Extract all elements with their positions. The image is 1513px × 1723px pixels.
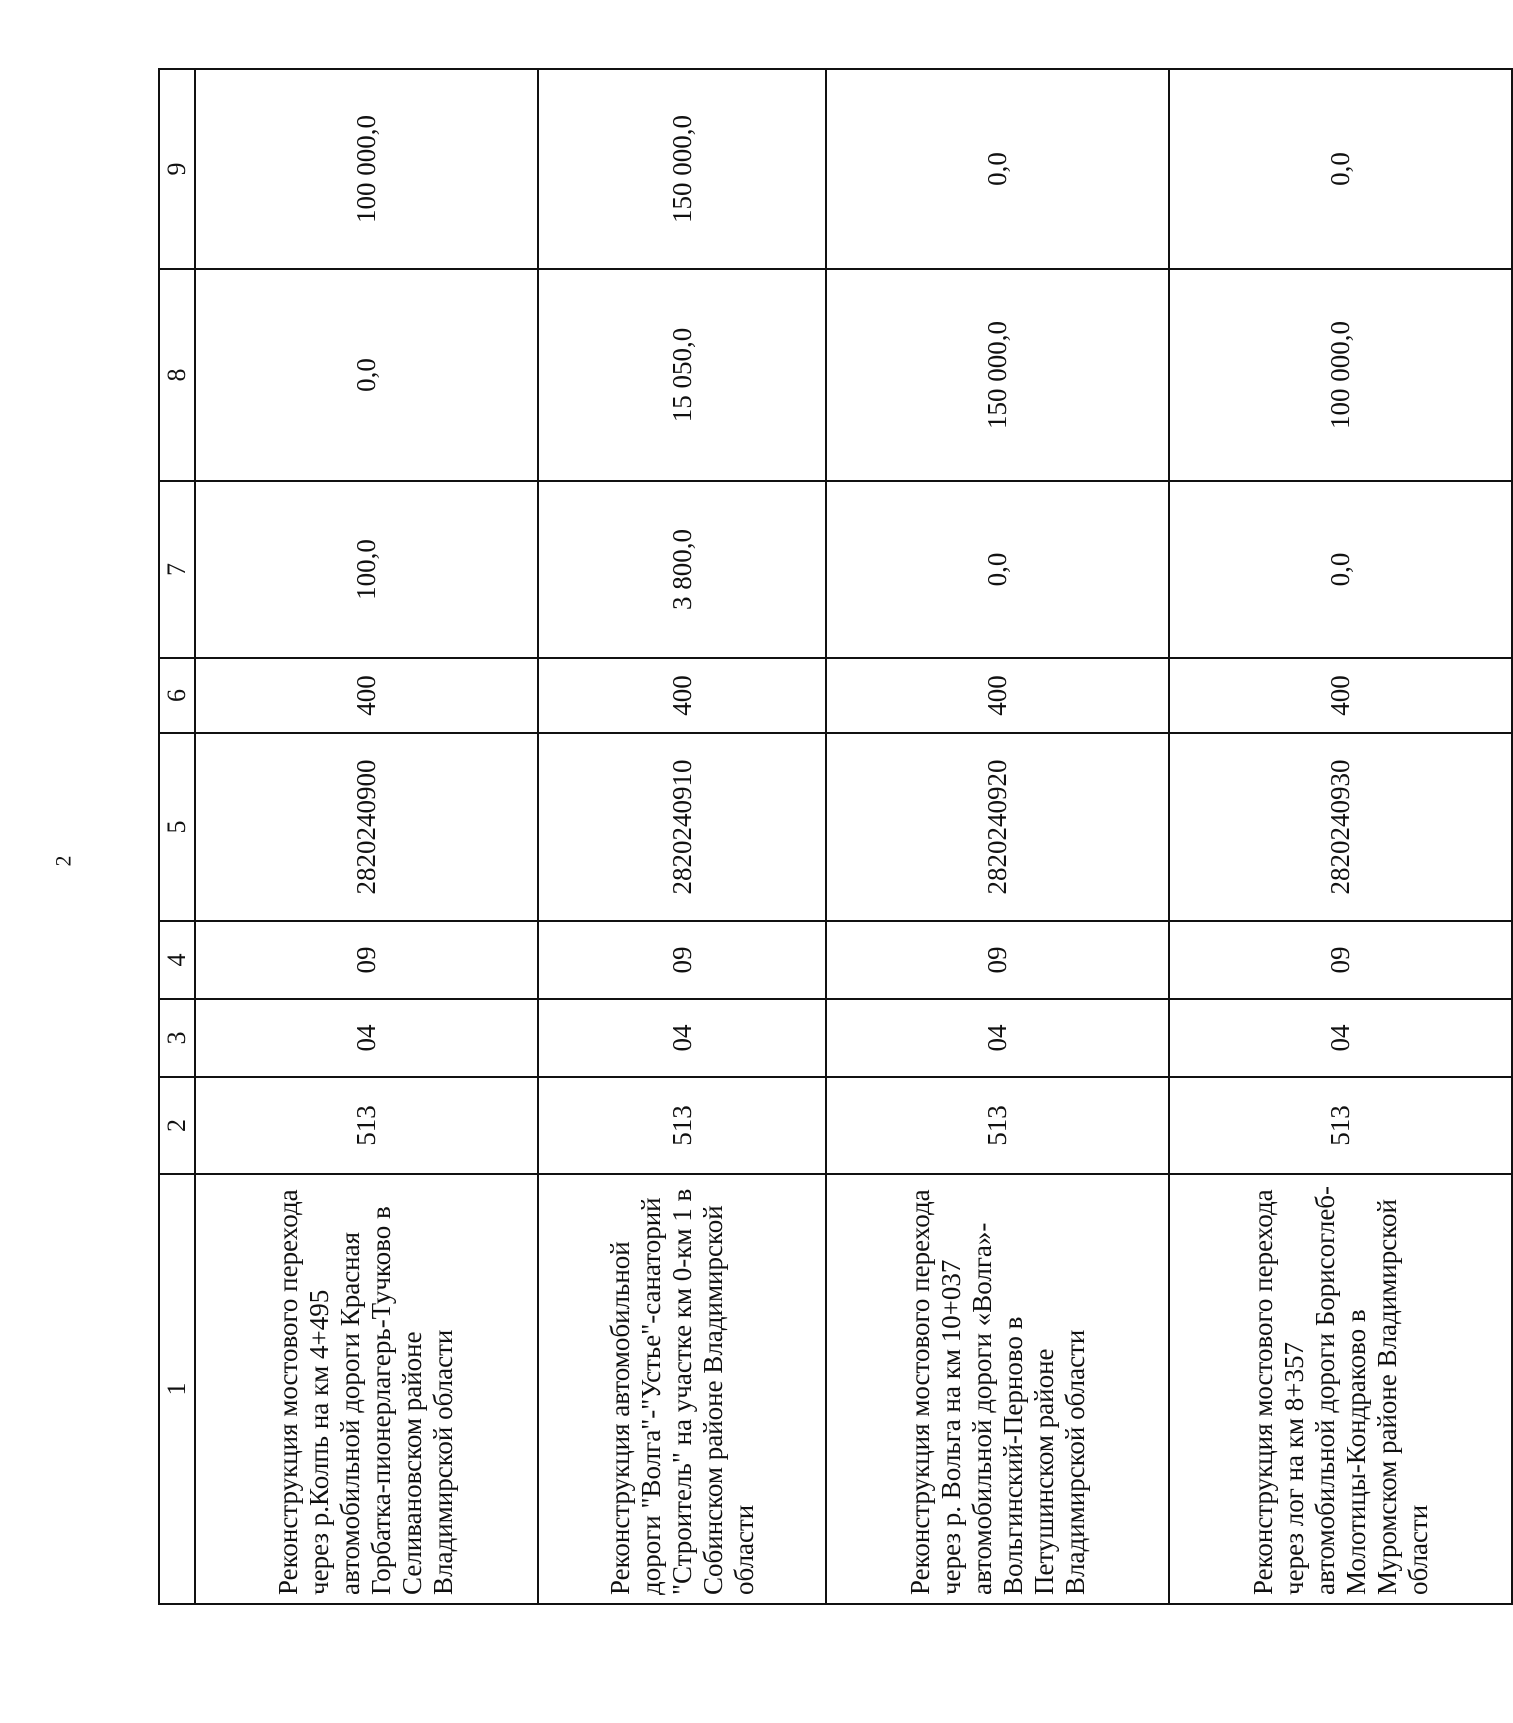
cell-col2: 513 <box>195 1077 538 1174</box>
cell-col3: 04 <box>826 999 1169 1077</box>
header-cell: 5 <box>159 733 195 921</box>
description-cell: Реконструкция автомобильной дороги "Волга"-"Устье"-санаторий "Строитель" на участке км 0-км 1 в Собинском районе Владимирской области <box>538 1174 827 1604</box>
cell-col7: 0,0 <box>1169 481 1512 658</box>
header-cell: 8 <box>159 269 195 481</box>
page-number: 2 <box>50 855 76 867</box>
header-cell: 2 <box>159 1077 195 1174</box>
table-row <box>826 69 1169 1604</box>
cell-col4: 09 <box>195 921 538 999</box>
budget-table <box>158 68 1513 1605</box>
cell-col8: 0,0 <box>195 269 538 481</box>
description-cell: Реконструкция мостового перехода через р.Колпь на км 4+495 автомобильной дороги Красная Горбатка-пионерлагерь-Тучково в Селивановском районе Владимирской области <box>195 1174 538 1604</box>
cell-col5: 2820240900 <box>195 733 538 921</box>
cell-col4: 09 <box>538 921 827 999</box>
cell-col2: 513 <box>538 1077 827 1174</box>
cell-col9: 0,0 <box>826 69 1169 269</box>
header-cell: 6 <box>159 658 195 733</box>
cell-col9: 100 000,0 <box>195 69 538 269</box>
header-row <box>159 69 195 1604</box>
cell-col7: 0,0 <box>826 481 1169 658</box>
table-row <box>1169 69 1512 1604</box>
cell-col4: 09 <box>826 921 1169 999</box>
cell-col8: 150 000,0 <box>826 269 1169 481</box>
cell-col6: 400 <box>538 658 827 733</box>
cell-col5: 2820240920 <box>826 733 1169 921</box>
cell-col6: 400 <box>195 658 538 733</box>
table-row <box>538 69 827 1604</box>
cell-col8: 100 000,0 <box>1169 269 1512 481</box>
cell-col3: 04 <box>1169 999 1512 1077</box>
header-cell: 3 <box>159 999 195 1077</box>
cell-col7: 3 800,0 <box>538 481 827 658</box>
cell-col2: 513 <box>1169 1077 1512 1174</box>
cell-col5: 2820240910 <box>538 733 827 921</box>
description-cell: Реконструкция мостового перехода через лог на км 8+357 автомобильной дороги Борисоглеб-Молотицы-Кондраково в Муромском районе Владимирской области <box>1169 1174 1512 1604</box>
cell-col7: 100,0 <box>195 481 538 658</box>
cell-col9: 0,0 <box>1169 69 1512 269</box>
cell-col6: 400 <box>826 658 1169 733</box>
cell-col4: 09 <box>1169 921 1512 999</box>
cell-col6: 400 <box>1169 658 1512 733</box>
cell-col2: 513 <box>826 1077 1169 1174</box>
description-cell: Реконструкция мостового перехода через р. Вольга на км 10+037 автомобильной дороги «Волга»-Вольгинский-Перново в Петушинском районе Владимирской области <box>826 1174 1169 1604</box>
table-row <box>195 69 538 1604</box>
cell-col3: 04 <box>538 999 827 1077</box>
header-cell: 4 <box>159 921 195 999</box>
cell-col9: 150 000,0 <box>538 69 827 269</box>
header-cell: 9 <box>159 69 195 269</box>
header-cell: 1 <box>159 1174 195 1604</box>
cell-col8: 15 050,0 <box>538 269 827 481</box>
rotated-table-container <box>158 70 1513 1605</box>
header-cell: 7 <box>159 481 195 658</box>
cell-col5: 2820240930 <box>1169 733 1512 921</box>
cell-col3: 04 <box>195 999 538 1077</box>
